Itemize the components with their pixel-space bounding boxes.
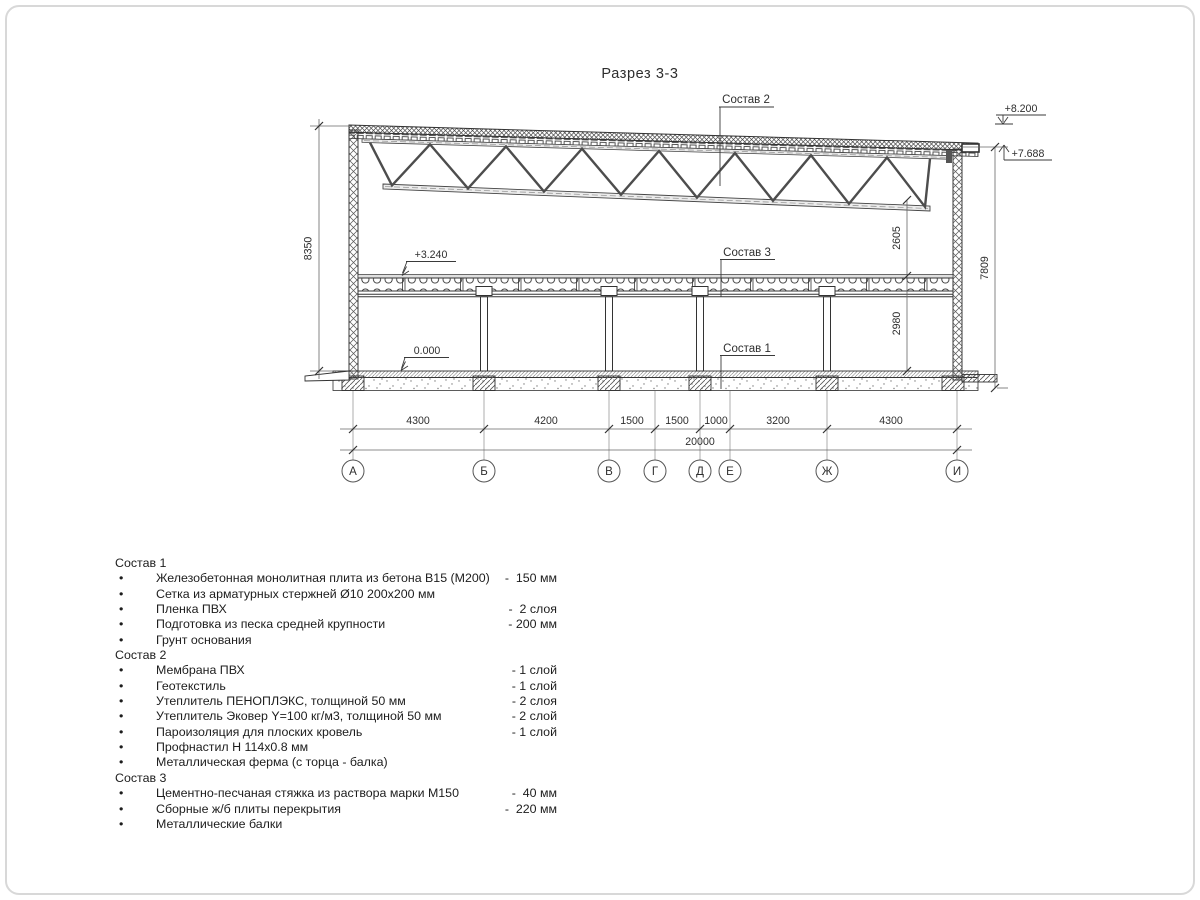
bullet-icon: •: [119, 571, 124, 586]
label-sostav-2: Состав 2: [722, 94, 770, 106]
footing: [598, 376, 620, 391]
left-wall: [349, 130, 358, 379]
columns: [476, 287, 835, 372]
footing: [689, 376, 711, 391]
right-wall: [953, 149, 962, 380]
bullet-icon: •: [119, 678, 124, 693]
item-text: Геотекстиль: [156, 678, 226, 693]
bullet-icon: •: [119, 663, 124, 678]
item-quantity: - 1 слой: [511, 663, 557, 678]
item-text: Утеплитель ПЕНОПЛЭКС, толщиной 50 мм: [156, 694, 406, 709]
item-text: Утеплитель Эковер Y=100 кг/м3, толщиной 50 мм: [156, 709, 442, 724]
floor-screed: [358, 275, 953, 279]
item-text: Профнастил Н 114х0.8 мм: [156, 740, 309, 755]
right-apron: [962, 375, 997, 383]
composition-lists: [115, 556, 557, 832]
elevation-parapet: +7.688: [1011, 148, 1045, 160]
floor-slab: [358, 275, 953, 297]
column: [476, 287, 492, 372]
axis-bubble: [946, 460, 968, 482]
dim-left-height: 8350: [302, 236, 315, 261]
axis-bubble: [644, 460, 666, 482]
footing: [942, 376, 964, 391]
composition-item: [115, 740, 557, 755]
item-text: Пароизоляция для плоских кровель: [156, 724, 363, 739]
axis-bubbles: [342, 460, 968, 482]
item-text: Цементно-песчаная стяжка из раствора марки М150: [156, 786, 459, 801]
composition-item: [115, 679, 557, 694]
bullet-icon: •: [119, 755, 124, 770]
drawing-title: Разрез 3-3: [601, 66, 679, 82]
composition-item: [115, 802, 557, 817]
dim-span: 4200: [534, 415, 558, 427]
elevation-roof: +8.200: [1004, 103, 1038, 115]
composition-item: [115, 817, 557, 832]
composition-item: [115, 786, 557, 801]
dim-floor-clear: 2980: [891, 311, 903, 336]
bullet-icon: •: [119, 602, 124, 617]
axis-letter: Б: [480, 466, 488, 478]
dim-span: 1500: [665, 415, 689, 427]
label-sostav-1: Состав 1: [723, 343, 771, 355]
dim-span: 4300: [879, 415, 903, 427]
item-text: Сетка из арматурных стержней Ø10 200х200 мм: [156, 586, 436, 601]
item-text: Металлические балки: [156, 816, 283, 831]
item-quantity: - 1 слой: [511, 678, 557, 693]
composition-item: [115, 617, 557, 632]
item-quantity: - 1 слой: [511, 724, 557, 739]
item-quantity: - 220 мм: [504, 801, 557, 816]
axis-bubble: [816, 460, 838, 482]
dim-span: 3200: [766, 415, 790, 427]
axis-letter: Г: [651, 466, 659, 478]
label-sostav-3: Состав 3: [723, 247, 771, 259]
footing: [473, 376, 495, 391]
elevation-floor: +3.240: [414, 249, 448, 261]
bullet-icon: •: [119, 632, 124, 647]
item-text: Подготовка из песка средней крупности: [156, 617, 386, 632]
item-text: Металлическая ферма (с торца - балка): [156, 755, 388, 770]
column: [601, 287, 617, 372]
item-quantity: - 2 слоя: [508, 602, 557, 617]
item-quantity: - 2 слоя: [511, 694, 557, 709]
axis-letter: Е: [726, 466, 734, 478]
axis-letter: В: [605, 466, 613, 478]
elevation-ground: 0.000: [413, 345, 441, 357]
item-text: Железобетонная монолитная плита из бетона В15 (М200): [156, 571, 490, 586]
bullet-icon: •: [119, 617, 124, 632]
axis-letter: А: [349, 466, 357, 478]
composition-item: [115, 709, 557, 724]
bullet-icon: •: [119, 586, 124, 601]
bullet-icon: •: [119, 724, 124, 739]
slab-joints: [358, 278, 953, 291]
item-text: Сборные ж/б плиты перекрытия: [156, 801, 341, 816]
composition-item: [115, 694, 557, 709]
item-text: Мембрана ПВХ: [156, 663, 245, 678]
axis-letter: Ж: [821, 466, 833, 478]
dim-truss-clear: 2605: [891, 226, 903, 250]
axis-letter: И: [952, 466, 962, 478]
dim-right-height: 7809: [979, 256, 991, 280]
item-quantity: - 150 мм: [504, 571, 557, 586]
axis-bubble: [689, 460, 711, 482]
column: [819, 287, 835, 372]
composition-item: [115, 587, 557, 602]
dim-span: 1000: [704, 415, 728, 427]
composition-heading: Состав 1: [115, 556, 167, 570]
sand-bed-layer: [333, 378, 978, 391]
axis-bubble: [342, 460, 364, 482]
column: [692, 287, 708, 372]
dim-total: 20000: [685, 436, 715, 448]
roof-edge-cap: [962, 144, 979, 152]
bullet-icon: •: [119, 709, 124, 724]
composition-heading: Состав 3: [115, 770, 167, 785]
bullet-icon: •: [119, 740, 124, 755]
item-text: Пленка ПВХ: [156, 602, 227, 617]
axis-letter: Д: [696, 466, 704, 478]
composition-item: [115, 755, 557, 770]
dim-span: 1500: [620, 415, 644, 427]
bullet-icon: •: [119, 801, 124, 816]
left-apron: [305, 371, 349, 381]
axis-bubble: [598, 460, 620, 482]
composition-item: [115, 602, 557, 617]
ground-slab: [305, 371, 997, 391]
dimension-lines-bottom: [340, 429, 972, 450]
composition-item: [115, 633, 557, 648]
item-quantity: - 2 слой: [511, 709, 557, 724]
footing: [816, 376, 838, 391]
bullet-icon: •: [119, 816, 124, 831]
truss-bearing-plate: [946, 150, 952, 163]
item-text: Грунт основания: [156, 632, 252, 647]
axis-bubble: [719, 460, 741, 482]
composition-item: [115, 663, 557, 678]
bullet-icon: •: [119, 786, 124, 801]
dim-span: 4300: [406, 415, 430, 427]
composition-heading: Состав 2: [115, 648, 167, 663]
composition-item: [115, 571, 557, 586]
composition-item: [115, 725, 557, 740]
bullet-icon: •: [119, 694, 124, 709]
item-quantity: - 40 мм: [511, 786, 557, 801]
item-quantity: - 200 мм: [508, 617, 557, 632]
ground-concrete-layer: [333, 371, 978, 378]
axis-bubble: [473, 460, 495, 482]
